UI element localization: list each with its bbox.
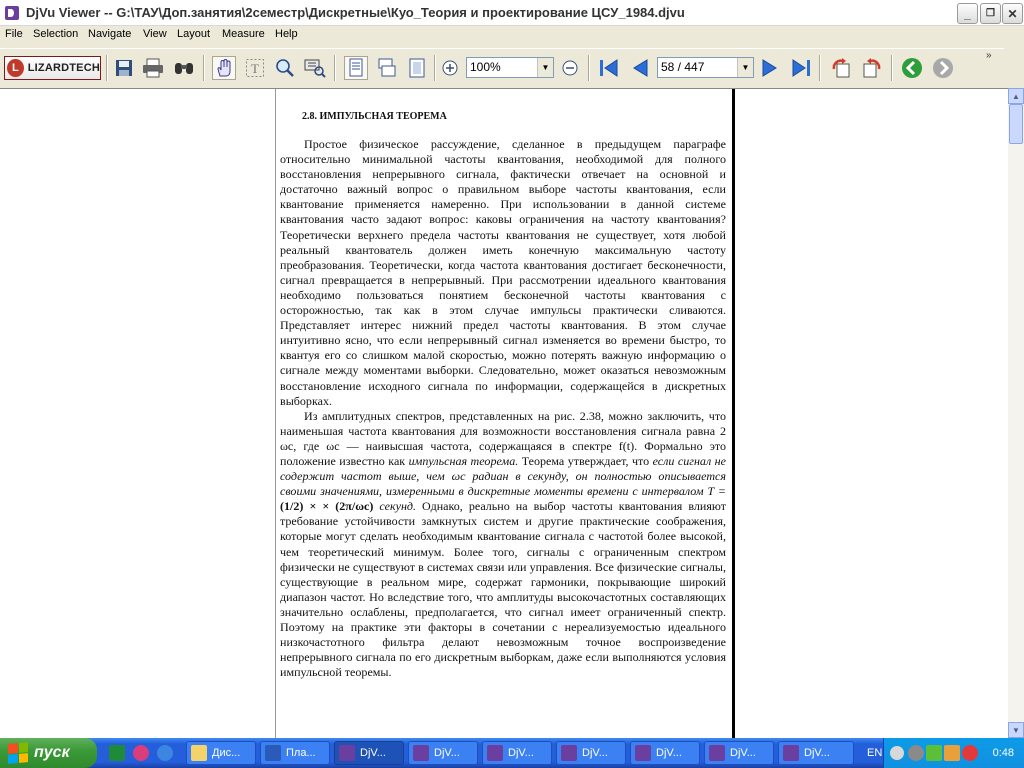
- language-indicator[interactable]: EN: [867, 747, 883, 759]
- task-djvu[interactable]: [778, 741, 854, 765]
- first-page-icon: [598, 58, 620, 78]
- forward-arrow-icon: [932, 57, 954, 79]
- lizardtech-logo[interactable]: [4, 56, 101, 80]
- tray-expand-icon[interactable]: [890, 746, 904, 760]
- task-label: DjV...: [434, 747, 460, 759]
- text-select-button[interactable]: [243, 56, 267, 80]
- task-label: Дис...: [212, 747, 241, 759]
- djvu-icon: [783, 745, 799, 761]
- task-word[interactable]: [260, 741, 330, 765]
- minimize-icon: _: [964, 6, 971, 21]
- task-label: DjV...: [508, 747, 534, 759]
- p2-italic-theorem: если сигнал не содержит частот выше, чем ωc радиан в секунду, он полностью описывается своими значениями, измеренными в дискретные моменты времени с интервалом T =: [280, 453, 726, 499]
- minimize-button[interactable]: [957, 3, 978, 24]
- task-djvu[interactable]: [556, 741, 626, 765]
- paragraph-1: Простое физическое рассуждение, сделанное в предыдущем параграфе относительно минимальной частоты квантования, необходимой для полного восстановления непрерывного сигнала, фактически отвечает на основной и достаточно важный вопрос о правильном выборе частоты квантования, если квантование применяется намеренно. При использовании в данной системе квантования часто задают вопрос: каковы ограничения на частоту квантования? Теоретически верхнего предела частоты квантования не существует, хотя любой реальный квантователь должен иметь конечную максимальную частоту преобразования. Теоретически, когда частота квантования достигает бесконечности, сигнал превращается в непрерывный. При рассмотрении идеального квантования необходимо пользоваться понятием бесконечной частоты квантования с осторожностью, так как в этом случае импульсы практически сливаются. Представляет интерес нижний предел частоты квантования. В этом случае интуитивно ясно, что если непрерывный сигнал изменяется во времени быстро, то квантуя его со слишком малой скоростью, можно потерять важную информацию о сигнале между моментами выборки. Следовательно, может оказаться невозможным восстановление исходного сигнала по информации, содержащейся в дискретных выборках.: [280, 137, 726, 408]
- task-djvu-active[interactable]: [334, 741, 404, 765]
- maximize-button[interactable]: [980, 3, 1001, 24]
- hand-icon: [214, 58, 234, 78]
- zoom-out-icon: [561, 59, 579, 77]
- magnifier-icon: [275, 58, 295, 78]
- toolbar-separator: [106, 55, 108, 81]
- p2-formula: (1/2) × × (2π/ωc): [280, 499, 380, 514]
- rotate-left-icon: [830, 57, 852, 79]
- toolbar: [0, 48, 1004, 86]
- page-body-text: [280, 137, 726, 680]
- task-label: DjV...: [730, 747, 756, 759]
- p2-text-a: Из амплитудных спектров, представленных на рис. 2.38, можно заключить, что наименьшая частота квантования для возможности восстановления сигнала равна 2 ωc, где ωc — наивысшая частота, содержащаяся в спектре f(t). Формально это положение известно как: [280, 408, 726, 468]
- task-djvu[interactable]: [704, 741, 774, 765]
- printer-icon: [142, 58, 164, 78]
- toolbar-separator: [891, 55, 893, 81]
- word-icon: [265, 745, 281, 761]
- save-icon: [114, 58, 134, 78]
- menu-file[interactable]: File: [5, 28, 23, 40]
- toolbar-separator: [434, 55, 436, 81]
- scroll-down-arrow-icon[interactable]: ▼: [1008, 722, 1024, 738]
- rotate-left-button[interactable]: [829, 56, 853, 80]
- find-button[interactable]: [172, 56, 196, 80]
- document-page: [275, 89, 735, 739]
- menu-measure[interactable]: Measure: [222, 28, 265, 40]
- djvu-icon: [561, 745, 577, 761]
- menu-navigate[interactable]: Navigate: [88, 28, 132, 40]
- toolbar-separator: [203, 55, 205, 81]
- tray-network-icon[interactable]: [908, 745, 924, 761]
- scrollbar-thumb[interactable]: [1009, 104, 1023, 144]
- task-djvu[interactable]: [482, 741, 552, 765]
- fit-page-icon: [408, 58, 426, 78]
- binoculars-icon: [173, 59, 195, 77]
- p2-text-c: Теорема утверждает, что: [518, 453, 653, 468]
- task-folder[interactable]: [186, 741, 256, 765]
- task-label: DjV...: [582, 747, 608, 759]
- zoom-combo[interactable]: [466, 57, 554, 78]
- scroll-up-arrow-icon[interactable]: ▲: [1008, 88, 1024, 104]
- page-combo[interactable]: [657, 57, 754, 78]
- region-zoom-icon: [304, 58, 326, 78]
- page-value: 58 / 447: [661, 60, 705, 74]
- title-bar[interactable]: [0, 0, 1024, 26]
- fit-page-button[interactable]: [405, 56, 429, 80]
- paragraph-2: [280, 409, 726, 681]
- last-page-button[interactable]: [789, 56, 813, 80]
- task-djvu[interactable]: [630, 741, 700, 765]
- zoom-in-icon: [441, 59, 459, 77]
- pan-tool-button[interactable]: [212, 56, 236, 80]
- task-label: DjV...: [360, 747, 386, 759]
- djvu-app-icon: [4, 5, 20, 21]
- quicklaunch-flower-icon[interactable]: [133, 745, 149, 761]
- zoom-tool-button[interactable]: [273, 56, 297, 80]
- print-button[interactable]: [141, 56, 165, 80]
- continuous-page-button[interactable]: [375, 56, 399, 80]
- logo-text: LIZARDTECH: [27, 62, 100, 74]
- rotate-right-button[interactable]: [860, 56, 884, 80]
- back-button[interactable]: [900, 56, 924, 80]
- toolbar-separator: [819, 55, 821, 81]
- continuous-page-icon: [377, 58, 397, 78]
- task-label: DjV...: [656, 747, 682, 759]
- menu-view[interactable]: View: [143, 28, 167, 40]
- quicklaunch-hotkey-icon[interactable]: [109, 745, 125, 761]
- start-button[interactable]: [0, 738, 97, 768]
- window-title: DjVu Viewer -- G:\ТАУ\Доп.занятия\2семестр\Дискретные\Куо_Теория и проектирование ЦСУ_1984.djvu: [26, 5, 685, 20]
- next-page-icon: [760, 58, 780, 78]
- zoom-dropdown-arrow-icon[interactable]: ▼: [537, 58, 553, 77]
- previous-page-button[interactable]: [628, 56, 652, 80]
- windows-logo-icon: [8, 742, 28, 764]
- next-page-button[interactable]: [758, 56, 782, 80]
- menu-layout[interactable]: Layout: [177, 28, 211, 40]
- clock: 0:48: [992, 747, 1014, 759]
- region-zoom-button[interactable]: [303, 56, 327, 80]
- toolbar-separator: [588, 55, 590, 81]
- tray-opera-icon[interactable]: [962, 745, 978, 761]
- system-tray: [883, 738, 1024, 768]
- restore-icon: ❐: [986, 8, 995, 19]
- section-heading: 2.8. ИМПУЛЬСНАЯ ТЕОРЕМА: [302, 111, 447, 122]
- djvu-icon: [709, 745, 725, 761]
- start-label: пуск: [34, 744, 70, 761]
- djvu-icon: [635, 745, 651, 761]
- previous-page-icon: [630, 58, 650, 78]
- toolbar-separator: [334, 55, 336, 81]
- zoom-in-button[interactable]: [438, 56, 462, 80]
- menu-help[interactable]: Help: [275, 28, 298, 40]
- zoom-value: 100%: [470, 60, 501, 74]
- rotate-right-icon: [861, 57, 883, 79]
- task-label: Пла...: [286, 747, 316, 759]
- zoom-out-button[interactable]: [558, 56, 582, 80]
- text-select-icon: [245, 58, 265, 78]
- taskbar: [0, 738, 1024, 768]
- single-page-icon: [347, 58, 365, 78]
- p2-text-g: Однако, реально на выбор частоты квантования влияют требование устойчивости замкнутых систем и другие практические соображения, которые могут сделать необходимым квантование сигнала с частотой более высокой, чем теоретический минимум. Более того, сигналы с ограниченным спектром физически не существуют в системах связи или управления. Все физические сигналы, существующие в реальном мире, содержат гармоники, покрывающие широкий диапазон частот. Но вследствие того, что амплитуды высокочастотных составляющих значительно ослаблены, предполагается, что сигнал имеет ограниченный спектр. Поэтому на практике эти факторы в сочетании с нереализуемостью идеального низкочастотного фильтра делают невозможным точное воспроизведение непрерывного сигнала по его дискретным выборкам, даже если выполняются условия импульсной теоремы.: [280, 499, 727, 680]
- last-page-icon: [790, 58, 812, 78]
- svg-text:T: T: [251, 61, 259, 76]
- page-dropdown-arrow-icon[interactable]: ▼: [737, 58, 753, 77]
- save-button[interactable]: [112, 56, 136, 80]
- p2-italic-seconds: секунд.: [379, 499, 417, 514]
- single-page-button[interactable]: [344, 56, 368, 80]
- menu-bar: [0, 26, 1024, 44]
- tray-app-icon[interactable]: [944, 745, 960, 761]
- close-icon: ✕: [1007, 6, 1018, 21]
- task-djvu[interactable]: [408, 741, 478, 765]
- lizardtech-logo-icon: L: [7, 59, 24, 77]
- back-arrow-icon: [901, 57, 923, 79]
- vertical-scrollbar[interactable]: [1008, 88, 1024, 738]
- tray-antivirus-icon[interactable]: [926, 745, 942, 761]
- document-view[interactable]: [0, 88, 1008, 738]
- toolbar-overflow-chevron-icon[interactable]: »: [986, 50, 992, 61]
- first-page-button[interactable]: [597, 56, 621, 80]
- forward-button[interactable]: [931, 56, 955, 80]
- folder-icon: [191, 745, 207, 761]
- quicklaunch-ie-icon[interactable]: [157, 745, 173, 761]
- djvu-icon: [413, 745, 429, 761]
- djvu-icon: [487, 745, 503, 761]
- p2-italic-term: импульсная теорема.: [408, 453, 519, 468]
- djvu-icon: [339, 745, 355, 761]
- close-button[interactable]: [1002, 3, 1023, 24]
- menu-selection[interactable]: Selection: [33, 28, 79, 40]
- task-label: DjV...: [804, 747, 830, 759]
